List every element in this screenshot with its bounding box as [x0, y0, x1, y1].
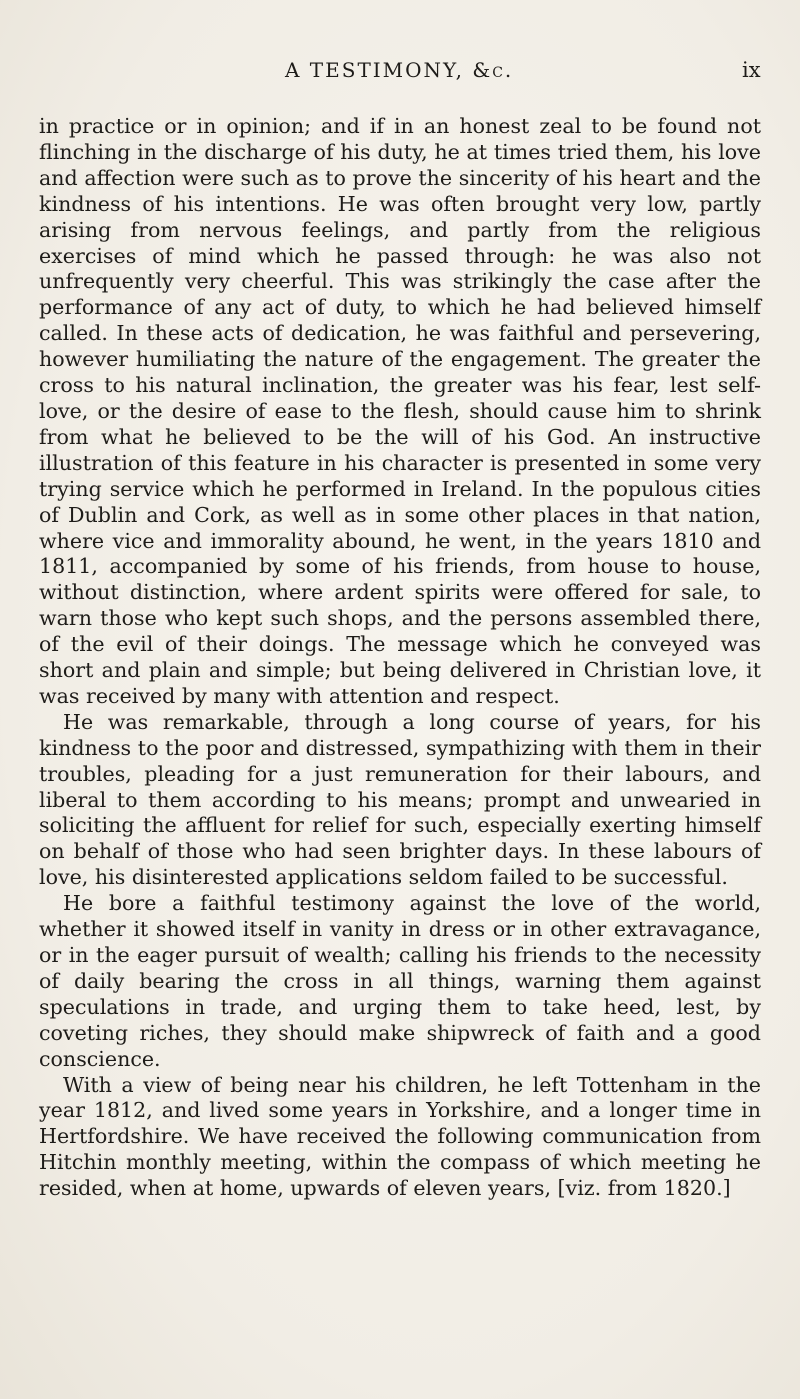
paragraph-residence: With a view of being near his children, he left Tottenham in the year 1812, and lived some years in Yorkshire, and a longer time in Hertfordshire. We have received the following communication from Hitchin monthly meeting, within the compass of which meeting he resided, when at home, upwards of eleven years, [viz. from 1820.] [39, 1072, 761, 1201]
page-header [0, 58, 800, 88]
running-title: A TESTIMONY, &c. [285, 58, 514, 82]
paragraph-kindness: He was remarkable, through a long course of years, for his kindness to the poor and distressed, sympathizing with them in their troubles, pleading for a just remuneration for their labours, and liberal to them according to his means; prompt and unwearied in soliciting the affluent for relief for such, especially exerting himself on behalf of those who had seen brighter days. In these labours of love, his disinterested applications seldom failed to be successful. [39, 709, 761, 890]
page-number: ix [742, 58, 761, 82]
body-text [39, 114, 761, 1202]
paragraph-character: in practice or in opinion; and if in an honest zeal to be found not flinching in the discharge of his duty, he at times tried them, his love and affection were such as to prove the sincerity of his heart and the kindness of his intentions. He was often brought very low, partly arising from nervous feelings, and partly from the religious exercises of mind which he passed through: he was also not unfrequently very cheerful. This was strikingly the case after the performance of any act of duty, to which he had believed himself called. In these acts of dedication, he was faithful and persevering, however humiliating the nature of the engagement. The greater the cross to his natural inclination, the greater was his fear, lest self-love, or the desire of ease to the flesh, should cause him to shrink from what he believed to be the will of his God. An instructive illustration of this feature in his character is presented in some very trying service which he performed in Ireland. In the populous cities of Dublin and Cork, as well as in some other places in that nation, where vice and immorality abound, he went, in the years 1810 and 1811, accompanied by some of his friends, from house to house, without distinction, where ardent spirits were offered for sale, to warn those who kept such shops, and the persons assembled there, of the evil of their doings. The message which he conveyed was short and plain and simple; but being delivered in Christian love, it was received by many with attention and respect. [39, 114, 761, 708]
paragraph-testimony: He bore a faithful testimony against the love of the world, whether it showed itself in vanity in dress or in other extravagance, or in the eager pursuit of wealth; calling his friends to the necessity of daily bearing the cross in all things, warning them against speculations in trade, and urging them to take heed, lest, by coveting riches, they should make shipwreck of faith and a good conscience. [39, 891, 761, 1071]
